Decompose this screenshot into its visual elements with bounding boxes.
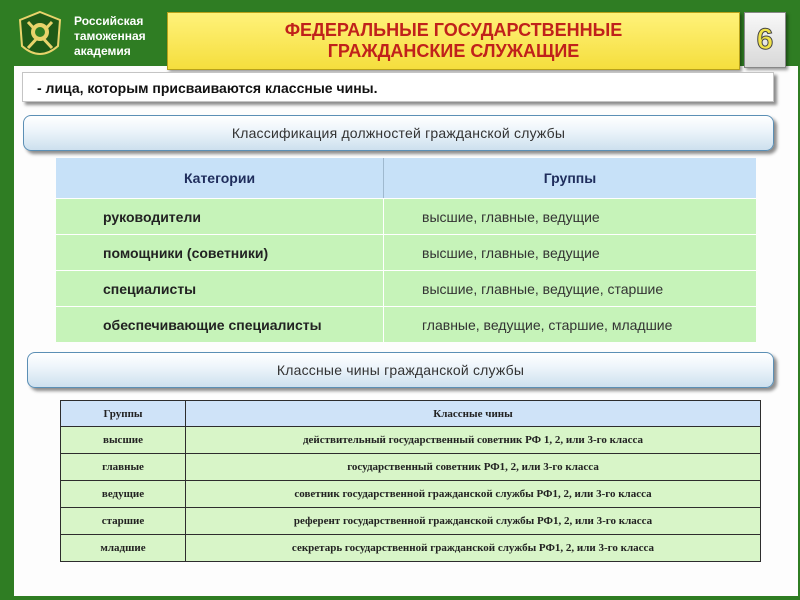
column-header-groups: Группы <box>384 158 756 198</box>
category-cell: обеспечивающие специалисты <box>56 307 384 342</box>
category-cell: помощники (советники) <box>56 235 384 270</box>
column-header-categories: Категории <box>56 158 384 198</box>
slide-number-box <box>744 12 786 68</box>
rank-cell: секретарь государственной гражданской службы РФ1, 2, или 3-го класса <box>186 535 761 562</box>
class-ranks-table <box>60 400 761 562</box>
groups-cell: высшие, главные, ведущие, старшие <box>422 280 664 297</box>
table-row <box>56 198 756 234</box>
table-row <box>61 427 761 454</box>
slide-title-line2: ГРАЖДАНСКИЕ СЛУЖАЩИЕ <box>327 41 580 61</box>
category-cell: руководители <box>56 199 384 234</box>
table-row <box>56 306 756 342</box>
table-header-row <box>56 158 756 198</box>
groups-cell: высшие, главные, ведущие <box>422 208 600 225</box>
rank-cell: советник государственной гражданской службы РФ1, 2, или 3-го класса <box>186 481 761 508</box>
customs-emblem-icon <box>14 8 66 64</box>
groups-cell: главные, ведущие, старшие, младшие <box>422 316 673 333</box>
section-title-class-ranks: Классные чины гражданской службы <box>27 352 774 388</box>
table-row <box>61 535 761 562</box>
org-name-line3: академия <box>74 44 131 58</box>
groups-cell: высшие, главные, ведущие <box>422 244 600 261</box>
table-row <box>61 481 761 508</box>
group-cell: ведущие <box>61 481 186 508</box>
slide-title-box <box>167 12 740 70</box>
category-cell: специалисты <box>56 271 384 306</box>
org-name-line2: таможенная <box>74 29 146 43</box>
section-title-classification: Классификация должностей гражданской службы <box>23 115 774 151</box>
table-row <box>61 454 761 481</box>
table-header-row <box>61 401 761 427</box>
table-row <box>56 234 756 270</box>
group-cell: старшие <box>61 508 186 535</box>
table-row <box>56 270 756 306</box>
column-header-class-ranks: Классные чины <box>186 401 761 427</box>
group-cell: главные <box>61 454 186 481</box>
table-row <box>61 508 761 535</box>
column-header-groups: Группы <box>61 401 186 427</box>
rank-cell: государственный советник РФ1, 2, или 3-го класса <box>186 454 761 481</box>
rank-cell: референт государственной гражданской службы РФ1, 2, или 3-го класса <box>186 508 761 535</box>
positions-classification-table <box>56 158 756 342</box>
slide-number: 6 <box>756 23 774 56</box>
slide-title-line1: ФЕДЕРАЛЬНЫЕ ГОСУДАРСТВЕННЫЕ <box>284 20 623 40</box>
rank-cell: действительный государственный советник РФ 1, 2, или 3-го класса <box>186 427 761 454</box>
group-cell: высшие <box>61 427 186 454</box>
org-name-line1: Российская <box>74 14 144 28</box>
group-cell: младшие <box>61 535 186 562</box>
definition-text: - лица, которым присваиваются классные чины. <box>22 72 774 102</box>
organization-name <box>74 14 170 59</box>
